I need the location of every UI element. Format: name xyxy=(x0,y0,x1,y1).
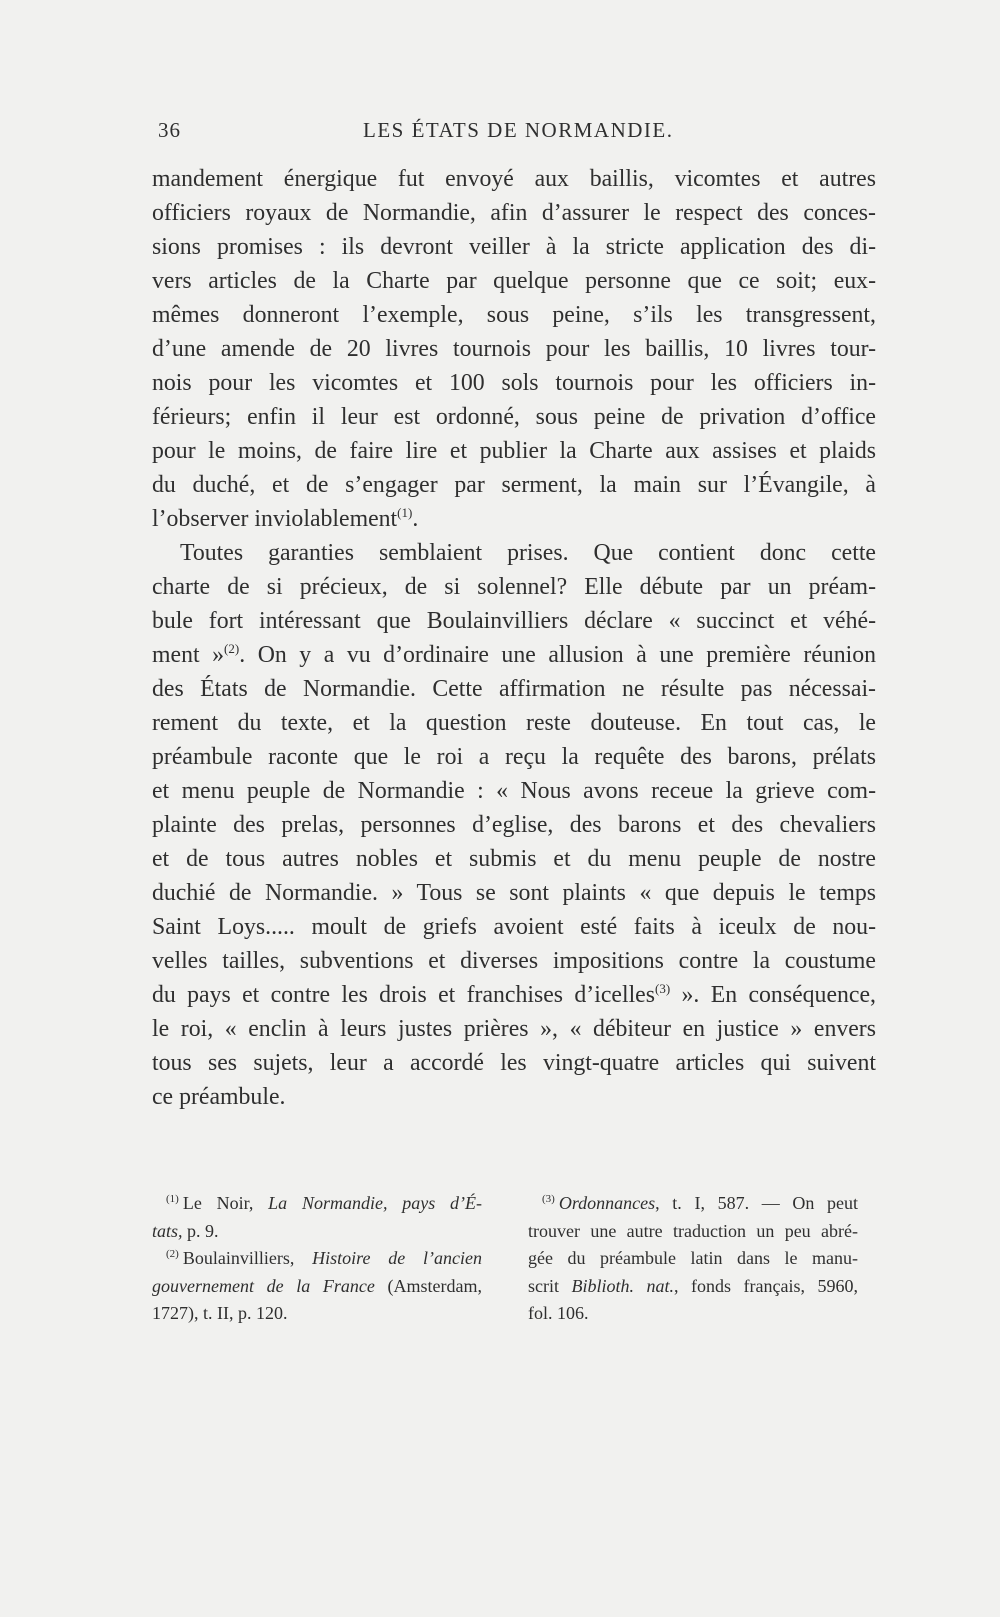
footnotes-right-column xyxy=(528,1190,858,1328)
footnote-line: 1727), t. II, p. 120. xyxy=(152,1303,288,1323)
text-segment: du pays et contre les drois et franchises d’icelles xyxy=(152,982,656,1008)
text-line: mêmes donneront l’exemple, sous peine, s’ils les transgressent, xyxy=(152,302,876,328)
footnote-mark: (2) xyxy=(166,1248,179,1260)
text-line: duchié de Normandie. » Tous se sont plaints « que depuis le temps xyxy=(152,880,876,906)
text-segment: . On y a vu d’ordinaire une allusion à une première réunion xyxy=(239,642,877,668)
footnote-text: Boulainvilliers, xyxy=(182,1248,313,1268)
text-line: des États de Normandie. Cette affirmation ne résulte pas nécessai- xyxy=(152,676,876,702)
text-line: et de tous autres nobles et submis et du menu peuple de nostre xyxy=(152,846,876,872)
text-line xyxy=(152,978,876,1012)
footnote-text: p. 9. xyxy=(182,1220,219,1241)
text-line: pour le moins, de faire lire et publier la Charte aux assises et plaids xyxy=(152,438,876,464)
footnote-text: scrit xyxy=(528,1275,572,1296)
footnote-line xyxy=(152,1273,482,1301)
text-line: préambule raconte que le roi a reçu la requête des barons, prélats xyxy=(152,744,876,770)
footnote-mark: (3) xyxy=(542,1193,555,1205)
footnote-text: , fonds français, 5960, xyxy=(674,1275,858,1296)
footnote-title: Biblioth. nat. xyxy=(571,1275,675,1296)
footnote-line xyxy=(152,1245,482,1273)
footnote-title: Histoire de l’ancien xyxy=(312,1248,482,1268)
text-line: velles tailles, subventions et diverses impositions contre la coustume xyxy=(152,948,876,974)
footnote-mark: (1) xyxy=(166,1193,179,1205)
footnote-title: tats, xyxy=(152,1220,183,1241)
text-line: officiers royaux de Normandie, afin d’assurer le respect des conces- xyxy=(152,200,876,226)
footnote-line xyxy=(152,1218,482,1246)
text-line: mandement énergique fut envoyé aux baillis, vicomtes et autres xyxy=(152,166,876,192)
footnote-line: fol. 106. xyxy=(528,1303,589,1323)
footnote-ref: (1) xyxy=(397,505,413,520)
text-line: Saint Loys..... moult de griefs avoient esté faits à iceulx de nou- xyxy=(152,914,876,940)
footnote-title: gouvernement de la France xyxy=(152,1275,375,1296)
text-line: tous ses sujets, leur a accordé les vingt-quatre articles qui suivent xyxy=(152,1050,876,1076)
text-line xyxy=(152,502,876,536)
text-line: du duché, et de s’engager par serment, la main sur l’Évangile, à xyxy=(152,472,876,498)
footnote-line: gée du préambule latin dans le manu- xyxy=(528,1248,858,1268)
footnote-line xyxy=(528,1273,858,1301)
footnote-title: La Normandie, pays d’É- xyxy=(268,1193,482,1213)
text-line: charte de si précieux, de si solennel? Elle débute par un préam- xyxy=(152,574,876,600)
footnote-text: Le Noir, xyxy=(182,1193,269,1213)
text-line: plainte des prelas, personnes d’eglise, des barons et des chevaliers xyxy=(152,812,876,838)
main-text xyxy=(152,162,876,1114)
footnote-line xyxy=(152,1190,482,1218)
text-line: nois pour les vicomtes et 100 sols tournois pour les officiers in- xyxy=(152,370,876,396)
text-segment: l’observer inviolablement xyxy=(152,506,398,532)
page-header xyxy=(158,118,878,148)
text-line: d’une amende de 20 livres tournois pour les baillis, 10 livres tour- xyxy=(152,336,876,362)
footnote-line xyxy=(528,1190,858,1218)
footnote-title: Ordonnances xyxy=(558,1193,656,1213)
text-line: le roi, « enclin à leurs justes prières », « débiteur en justice » envers xyxy=(152,1016,876,1042)
text-line: sions promises : ils devront veiller à la stricte application des di- xyxy=(152,234,876,260)
text-line: bule fort intéressant que Boulainvilliers déclare « succinct et véhé- xyxy=(152,608,876,634)
text-line: vers articles de la Charte par quelque personne que ce soit; eux- xyxy=(152,268,876,294)
text-segment: ». En conséquence, xyxy=(670,982,876,1008)
page-number: 36 xyxy=(158,118,181,142)
text-line: ce préambule. xyxy=(152,1084,286,1110)
footnote-line: trouver une autre traduction un peu abré- xyxy=(528,1220,858,1241)
text-segment: ment » xyxy=(152,642,225,668)
text-line: férieurs; enfin il leur est ordonné, sous peine de privation d’office xyxy=(152,404,876,430)
text-line xyxy=(152,638,876,672)
text-line: Toutes garanties semblaient prises. Que contient donc cette xyxy=(180,540,876,566)
text-segment: . xyxy=(412,506,419,532)
footnote-ref: (3) xyxy=(655,981,671,996)
footnote-ref: (2) xyxy=(224,641,240,656)
footnote-text: (Amsterdam, xyxy=(374,1275,482,1296)
footnotes-left-column xyxy=(152,1190,482,1328)
text-line: rement du texte, et la question reste douteuse. En tout cas, le xyxy=(152,710,876,736)
footnote-text: , t. I, 587. — On peut xyxy=(655,1193,858,1213)
text-line: et menu peuple de Normandie : « Nous avons receue la grieve com- xyxy=(152,778,876,804)
running-title: LES ÉTATS DE NORMANDIE. xyxy=(363,118,674,142)
